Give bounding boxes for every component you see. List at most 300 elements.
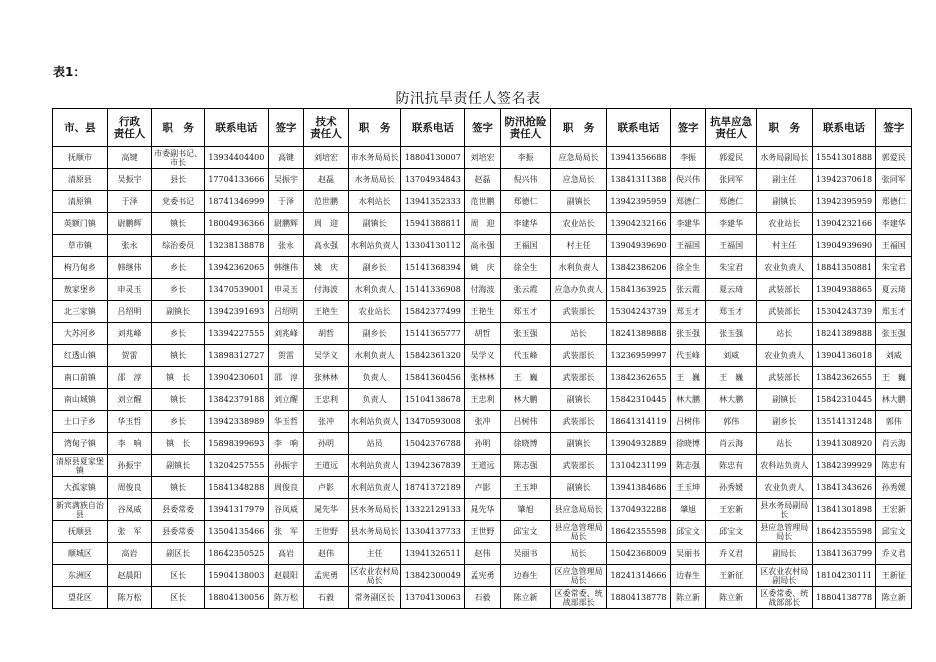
cell-text: 王宏新 — [881, 505, 906, 514]
cell-text: 13704130063 — [404, 593, 461, 602]
cell-text: 吕绍明 — [117, 307, 142, 316]
table-cell — [465, 565, 500, 587]
table-cell — [53, 235, 108, 257]
table-row — [53, 323, 912, 345]
cell-text: 刘威 — [885, 351, 902, 360]
cell-text: 郭爱民 — [881, 153, 906, 162]
cell-text: 农业站长 — [358, 307, 391, 316]
table-cell — [670, 169, 705, 191]
table-cell — [53, 477, 108, 499]
table-cell — [465, 301, 500, 323]
table-cell — [812, 411, 876, 433]
cell-text: 县应急管理局局长 — [554, 522, 603, 541]
cell-text: 副镇长 — [166, 307, 191, 316]
table-cell — [107, 323, 152, 345]
table-row — [53, 499, 912, 521]
table-cell — [706, 213, 757, 235]
cell-text: 13941384686 — [610, 483, 667, 492]
cell-text: 15941388811 — [404, 219, 461, 228]
table-row — [53, 455, 912, 477]
table-cell — [670, 301, 705, 323]
cell-text: 王忠利 — [313, 395, 338, 404]
cell-text: 18642350525 — [208, 549, 265, 558]
cell-text: 乔义君 — [881, 549, 906, 558]
table-cell — [107, 587, 152, 609]
table-cell — [551, 565, 607, 587]
cell-text: 王世野 — [470, 527, 495, 536]
column-header: 职 务 — [152, 109, 205, 147]
table-cell — [268, 587, 303, 609]
table-cell — [500, 565, 551, 587]
cell-text: 王新征 — [881, 571, 906, 580]
cell-text: 13842300049 — [404, 571, 461, 580]
table-row — [53, 191, 912, 213]
table-cell — [607, 543, 671, 565]
cell-text: 郑德仁 — [881, 197, 906, 206]
cell-text: 郑玉才 — [881, 307, 906, 316]
table-cell — [204, 257, 268, 279]
cell-text: 石毅 — [474, 593, 491, 602]
table-cell — [812, 279, 876, 301]
cell-text: 赵伟 — [317, 549, 334, 558]
table-cell — [465, 169, 500, 191]
cell-text: 刘兆峰 — [273, 329, 298, 338]
table-cell — [756, 279, 812, 301]
table-cell — [876, 521, 912, 543]
table-cell — [812, 213, 876, 235]
table-cell — [670, 433, 705, 455]
cell-text: 15304243739 — [816, 307, 873, 316]
table-cell — [348, 235, 401, 257]
table-cell — [204, 499, 268, 521]
table-cell — [670, 367, 705, 389]
cell-text: 申灵玉 — [117, 285, 142, 294]
table-cell — [152, 521, 205, 543]
column-header: 行政 责任人 — [107, 109, 152, 147]
cell-text: 高永强 — [313, 241, 338, 250]
cell-text: 边春生 — [513, 571, 538, 580]
cell-text: 王 巍 — [513, 373, 538, 382]
cell-text: 张林林 — [313, 373, 338, 382]
table-cell — [670, 499, 705, 521]
cell-text: 胡哲 — [474, 329, 491, 338]
cell-text: 应急办负责人 — [554, 285, 603, 294]
table-cell — [204, 389, 268, 411]
table-cell — [756, 521, 812, 543]
cell-text: 王艳生 — [313, 307, 338, 316]
table-cell — [152, 565, 205, 587]
table-cell — [670, 411, 705, 433]
column-header: 联系电话 — [607, 109, 671, 147]
cell-text: 13934404400 — [208, 153, 265, 162]
table-cell — [706, 169, 757, 191]
table-cell — [551, 257, 607, 279]
cell-text: 综治委员 — [162, 241, 195, 250]
table-cell — [401, 213, 465, 235]
table-cell — [348, 301, 401, 323]
cell-text: 张云霞 — [513, 285, 538, 294]
table-cell — [756, 543, 812, 565]
table-cell — [670, 477, 705, 499]
table-cell — [465, 477, 500, 499]
cell-text: 吕树伟 — [513, 417, 538, 426]
cell-text: 13942395959 — [610, 197, 667, 206]
table-cell — [500, 433, 551, 455]
table-cell — [812, 191, 876, 213]
cell-text: 张同军 — [881, 175, 906, 184]
cell-text: 张永 — [277, 241, 294, 250]
cell-text: 高岩 — [121, 549, 138, 558]
cell-text: 区长 — [170, 571, 187, 580]
cell-text: 县委常委 — [162, 527, 195, 536]
table-cell — [107, 191, 152, 213]
table-cell — [876, 455, 912, 477]
table-cell — [607, 565, 671, 587]
table-cell — [500, 301, 551, 323]
table-cell — [706, 565, 757, 587]
cell-text: 郭伟 — [723, 417, 740, 426]
table-cell — [500, 279, 551, 301]
cell-text: 13841363799 — [816, 549, 873, 558]
cell-text: 副乡长 — [362, 329, 387, 338]
cell-text: 13904939690 — [816, 241, 873, 250]
table-cell — [670, 257, 705, 279]
cell-text: 村主任 — [772, 241, 797, 250]
table-cell — [53, 301, 108, 323]
table-cell — [551, 235, 607, 257]
table-cell — [152, 367, 205, 389]
table-cell — [152, 389, 205, 411]
cell-text: 县委常委 — [162, 505, 195, 514]
table-cell — [500, 257, 551, 279]
cell-text: 13504135466 — [208, 527, 265, 536]
table-cell — [465, 323, 500, 345]
table-cell — [756, 433, 812, 455]
table-cell — [465, 213, 500, 235]
table-cell — [204, 543, 268, 565]
table-cell — [607, 455, 671, 477]
cell-text: 刘立醒 — [273, 395, 298, 404]
table-cell — [304, 191, 349, 213]
table-cell — [607, 477, 671, 499]
table-cell — [53, 169, 108, 191]
cell-text: 朱宝君 — [881, 263, 906, 272]
cell-text: 张云霞 — [676, 285, 701, 294]
cell-text: 姚 庆 — [470, 263, 495, 272]
cell-text: 水务局局长 — [354, 175, 395, 184]
table-cell — [812, 169, 876, 191]
table-cell — [670, 147, 705, 169]
cell-text: 13204257555 — [208, 461, 265, 470]
cell-text: 范世鹏 — [470, 197, 495, 206]
table-cell — [876, 191, 912, 213]
cell-text: 镇 长 — [166, 439, 191, 448]
cell-text: 东洲区 — [67, 571, 92, 580]
table-cell — [500, 477, 551, 499]
cell-text: 18741372189 — [404, 483, 461, 492]
cell-text: 郑德仁 — [719, 197, 744, 206]
cell-text: 张林林 — [470, 373, 495, 382]
cell-text: 18642355598 — [610, 527, 667, 536]
table-cell — [401, 587, 465, 609]
table-cell — [53, 455, 108, 477]
cell-text: 边春生 — [676, 571, 701, 580]
cell-text: 王忠利 — [470, 395, 495, 404]
column-header: 职 务 — [756, 109, 812, 147]
table-cell — [812, 477, 876, 499]
cell-text: 郑玉才 — [513, 307, 538, 316]
cell-text: 农业站长 — [562, 219, 595, 228]
table-cell — [268, 235, 303, 257]
table-cell — [401, 345, 465, 367]
cell-text: 水利负责人 — [558, 263, 599, 272]
cell-text: 张 军 — [117, 527, 142, 536]
table-cell — [670, 279, 705, 301]
cell-text: 王 巍 — [676, 373, 701, 382]
column-header: 联系电话 — [812, 109, 876, 147]
table-cell — [706, 455, 757, 477]
table-cell — [551, 477, 607, 499]
cell-text: 王福国 — [676, 241, 701, 250]
table-cell — [465, 345, 500, 367]
table-cell — [304, 543, 349, 565]
column-header: 防汛抢险 责任人 — [500, 109, 551, 147]
cell-text: 王 巍 — [881, 373, 906, 382]
table-cell — [551, 213, 607, 235]
cell-text: 张永 — [121, 241, 138, 250]
table-cell — [107, 147, 152, 169]
table-cell — [268, 257, 303, 279]
cell-text: 张玉强 — [676, 329, 701, 338]
table-cell — [53, 191, 108, 213]
table-cell — [876, 565, 912, 587]
cell-text: 范世鹏 — [313, 197, 338, 206]
table-cell — [204, 191, 268, 213]
table-cell — [670, 565, 705, 587]
cell-text: 水利站负责人 — [350, 483, 399, 492]
cell-text: 水利负责人 — [354, 285, 395, 294]
table-cell — [607, 499, 671, 521]
cell-text: 晁先华 — [313, 505, 338, 514]
table-row — [53, 213, 912, 235]
cell-text: 副镇长 — [566, 483, 591, 492]
table-cell — [551, 169, 607, 191]
cell-text: 孙明 — [317, 439, 334, 448]
cell-text: 韩继伟 — [273, 263, 298, 272]
column-header: 联系电话 — [204, 109, 268, 147]
table-cell — [268, 455, 303, 477]
table-cell — [607, 587, 671, 609]
cell-text: 13238138878 — [208, 241, 265, 250]
table-row — [53, 235, 912, 257]
cell-text: 县水务局局长 — [350, 527, 399, 536]
table-cell — [268, 433, 303, 455]
table-cell — [204, 521, 268, 543]
cell-text: 林大鹏 — [719, 395, 744, 404]
cell-text: 陈志强 — [513, 461, 538, 470]
table-cell — [876, 147, 912, 169]
cell-text: 副镇长 — [566, 395, 591, 404]
table-cell — [876, 301, 912, 323]
page-title: 防汛抗旱责任人签名表 — [395, 91, 541, 107]
table-cell — [812, 257, 876, 279]
cell-text: 13304137733 — [404, 527, 461, 536]
cell-text: 18741346999 — [208, 197, 265, 206]
table-cell — [152, 499, 205, 521]
table-cell — [465, 455, 500, 477]
cell-text: 副镇长 — [566, 439, 591, 448]
cell-text: 张玉强 — [881, 329, 906, 338]
table-cell — [107, 257, 152, 279]
cell-text: 新宾满族自治县 — [55, 500, 104, 519]
table-cell — [465, 147, 500, 169]
cell-text: 镇 长 — [166, 373, 191, 382]
table-cell — [348, 455, 401, 477]
table-cell — [706, 323, 757, 345]
table-cell — [756, 367, 812, 389]
cell-text: 郑玉才 — [676, 307, 701, 316]
table-cell — [268, 543, 303, 565]
table-cell — [607, 279, 671, 301]
cell-text: 尉鹏辉 — [117, 219, 142, 228]
table-cell — [706, 433, 757, 455]
cell-text: 区应急管理局局长 — [554, 566, 603, 585]
table-cell — [670, 543, 705, 565]
cell-text: 水利站负责人 — [350, 461, 399, 470]
cell-text: 王道远 — [313, 461, 338, 470]
table-cell — [152, 147, 205, 169]
table-cell — [53, 565, 108, 587]
cell-text: 王艳生 — [470, 307, 495, 316]
cell-text: 林大鹏 — [881, 395, 906, 404]
table-cell — [268, 301, 303, 323]
table-cell — [401, 411, 465, 433]
table-cell — [304, 411, 349, 433]
cell-text: 孙明 — [474, 439, 491, 448]
column-header: 职 务 — [348, 109, 401, 147]
cell-text: 15842310445 — [610, 395, 667, 404]
cell-text: 孟宪勇 — [313, 571, 338, 580]
cell-text: 陈立新 — [719, 593, 744, 602]
cell-text: 应急局长 — [562, 175, 595, 184]
cell-text: 孟宪勇 — [470, 571, 495, 580]
table-cell — [348, 367, 401, 389]
cell-text: 邱宝文 — [513, 527, 538, 536]
table-cell — [401, 279, 465, 301]
cell-text: 13904232166 — [816, 219, 873, 228]
table-cell — [706, 345, 757, 367]
table-cell — [500, 191, 551, 213]
cell-text: 13842399929 — [816, 461, 873, 470]
cell-text: 15904138003 — [208, 571, 265, 580]
table-cell — [152, 455, 205, 477]
cell-text: 15042368009 — [610, 549, 667, 558]
table-cell — [401, 257, 465, 279]
cell-text: 13942362065 — [208, 263, 265, 272]
cell-text: 孙秀媛 — [719, 483, 744, 492]
table-cell — [204, 301, 268, 323]
cell-text: 刘培宏 — [470, 153, 495, 162]
cell-text: 红透山镇 — [63, 351, 96, 360]
cell-text: 刘威 — [723, 351, 740, 360]
cell-text: 湾甸子镇 — [63, 439, 96, 448]
table-header — [53, 109, 912, 147]
table-cell — [812, 367, 876, 389]
cell-text: 卢影 — [317, 483, 334, 492]
table-row — [53, 411, 912, 433]
table-cell — [152, 345, 205, 367]
table-cell — [268, 367, 303, 389]
column-header: 职 务 — [551, 109, 607, 147]
cell-text: 肖云海 — [719, 439, 744, 448]
table-cell — [812, 521, 876, 543]
cell-text: 15841363925 — [610, 285, 667, 294]
table-cell — [756, 455, 812, 477]
cell-text: 林大鹏 — [513, 395, 538, 404]
cell-text: 陈立新 — [513, 593, 538, 602]
table-cell — [607, 367, 671, 389]
table-cell — [756, 323, 812, 345]
column-header: 技术 责任人 — [304, 109, 349, 147]
table-cell — [500, 587, 551, 609]
cell-text: 负责人 — [362, 395, 387, 404]
cell-text: 13904932889 — [610, 439, 667, 448]
cell-text: 13942367839 — [404, 461, 461, 470]
table-cell — [348, 213, 401, 235]
cell-text: 贺雷 — [121, 351, 138, 360]
cell-text: 15898399693 — [208, 439, 265, 448]
table-cell — [204, 323, 268, 345]
table-cell — [348, 477, 401, 499]
table-row — [53, 587, 912, 609]
cell-text: 18241389888 — [816, 329, 873, 338]
cell-text: 副乡长 — [772, 417, 797, 426]
table-cell — [204, 433, 268, 455]
table-cell — [876, 169, 912, 191]
cell-text: 村主任 — [566, 241, 591, 250]
column-header: 签字 — [670, 109, 705, 147]
table-cell — [401, 521, 465, 543]
table-cell — [204, 411, 268, 433]
table-cell — [812, 147, 876, 169]
table-cell — [551, 521, 607, 543]
table-cell — [107, 455, 152, 477]
table-cell — [876, 257, 912, 279]
cell-text: 副镇长 — [166, 461, 191, 470]
responsibility-table — [52, 108, 912, 609]
cell-text: 18804130056 — [208, 593, 265, 602]
table-cell — [465, 587, 500, 609]
cell-text: 水利站负责人 — [350, 417, 399, 426]
cell-text: 13841343626 — [816, 483, 873, 492]
cell-text: 常务副区长 — [354, 593, 395, 602]
cell-text: 付海波 — [470, 285, 495, 294]
table-cell — [812, 235, 876, 257]
cell-text: 抚顺市 — [67, 153, 92, 162]
table-row — [53, 345, 912, 367]
table-cell — [204, 587, 268, 609]
table-cell — [401, 433, 465, 455]
cell-text: 18804130007 — [404, 153, 461, 162]
table-cell — [304, 477, 349, 499]
table-cell — [268, 147, 303, 169]
cell-text: 负责人 — [362, 373, 387, 382]
cell-text: 周俊良 — [273, 483, 298, 492]
table-cell — [348, 323, 401, 345]
cell-text: 15141336908 — [404, 285, 461, 294]
table-cell — [706, 257, 757, 279]
cell-text: 林大鹏 — [676, 395, 701, 404]
